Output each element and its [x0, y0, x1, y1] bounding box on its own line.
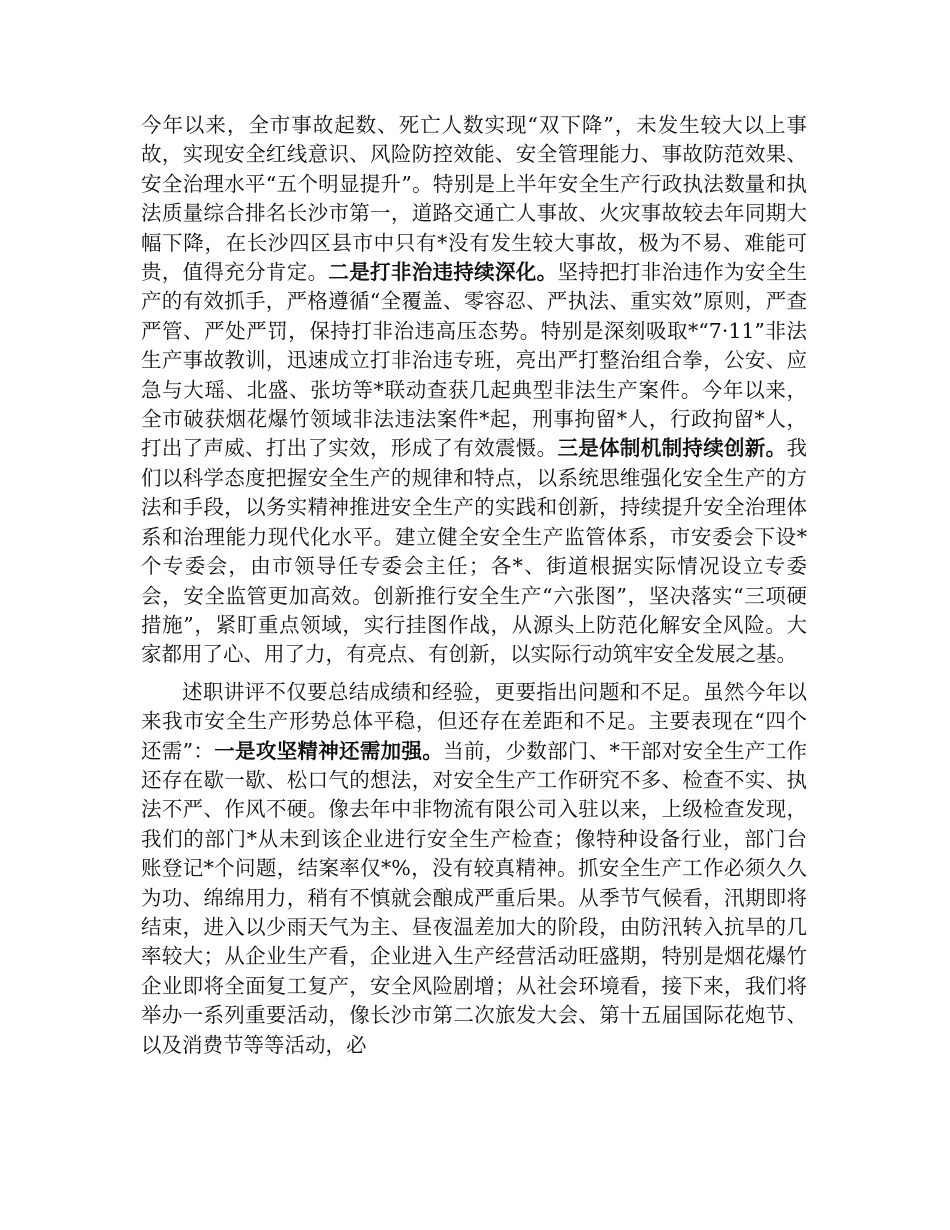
paragraph-2-text-2: 当前，少数部门、*干部对安全生产工作还存在歇一歇、松口气的想法，对安全生产工作研究不多、检查不实、执法不严、作风不硬。像去年中非物流有限公司入驻以来，上级检查发现，我们的部门*从未到该企业进行安全生产检查；像特种设备行业，部门台账登记*个问题，结案率仅*%，没有较真精神。抓安全生产工作必须久久为功、绵绵用力，稍有不慎就会酿成严重后果。从季节气候看，汛期即将结束，进入以少雨天气为主、昼夜温差加大的阶段，由防汛转入抗旱的几率较大；从企业生产看，企业进入生产经营活动旺盛期，特别是烟花爆竹企业即将全面复工复产，安全风险剧增；从社会环境看，接下来，我们将举办一系列重要活动，像长沙市第二次旅发大会、第十五届国际花炮节、以及消费节等等活动，必	[141, 738, 807, 1057]
paragraph-1-heading-3: 三是体制机制持续创新。	[557, 436, 787, 461]
paragraph-2	[141, 678, 807, 1060]
paragraph-1	[141, 111, 807, 670]
paragraph-1-heading-2: 二是打非治违持续深化。	[328, 260, 558, 285]
paragraph-1-text-2: 坚持把打非治违作为安全生产的有效抓手，严格遵循“全覆盖、零容忍、严执法、重实效”原则，严查严管、严处严罚，保持打非治违高压态势。特别是深刻吸取*“7·11”非法生产事故教训，迅速成立打非治违专班，亮出严打整治组合拳，公安、应急与大瑶、北盛、张坊等*联动查获几起典型非法生产案件。今年以来，全市破获烟花爆竹领域非法违法案件*起，刑事拘留*人，行政拘留*人，打出了声威、打出了实效，形成了有效震慑。	[141, 260, 808, 461]
paragraph-2-text-1: 述职讲评不仅要总结成绩和经验，更要指出问题和不足。虽然今年以来我市安全生产形势总体平稳，但还存在差距和不足。主要表现在“四个还需”：	[141, 679, 807, 763]
paragraph-2-heading-1: 一是攻坚精神还需加强。	[214, 738, 444, 763]
paragraph-1-text-1: 今年以来，全市事故起数、死亡人数实现“双下降”，未发生较大以上事故，实现安全红线意识、风险防控效能、安全管理能力、事故防范效果、安全治理水平“五个明显提升”。特别是上半年安全生产行政执法数量和执法质量综合排名长沙市第一，道路交通亡人事故、火灾事故较去年同期大幅下降，在长沙四区县市中只有*没有发生较大事故，极为不易、难能可贵，值得充分肯定。	[141, 113, 807, 285]
document-body	[141, 111, 807, 1060]
paragraph-1-text-3: 我们以科学态度把握安全生产的规律和特点，以系统思维强化安全生产的方法和手段，以务实精神推进安全生产的实践和创新，持续提升安全治理体系和治理能力现代化水平。建立健全安全生产监管体系，市安委会下设*个专委会，由市领导任专委会主任；各*、街道根据实际情况设立专委会，安全监管更加高效。创新推行安全生产“六张图”，坚决落实“三项硬措施”，紧盯重点领域，实行挂图作战，从源头上防范化解安全风险。大家都用了心、用了力，有亮点、有创新，以实际行动筑牢安全发展之基。	[141, 436, 808, 667]
